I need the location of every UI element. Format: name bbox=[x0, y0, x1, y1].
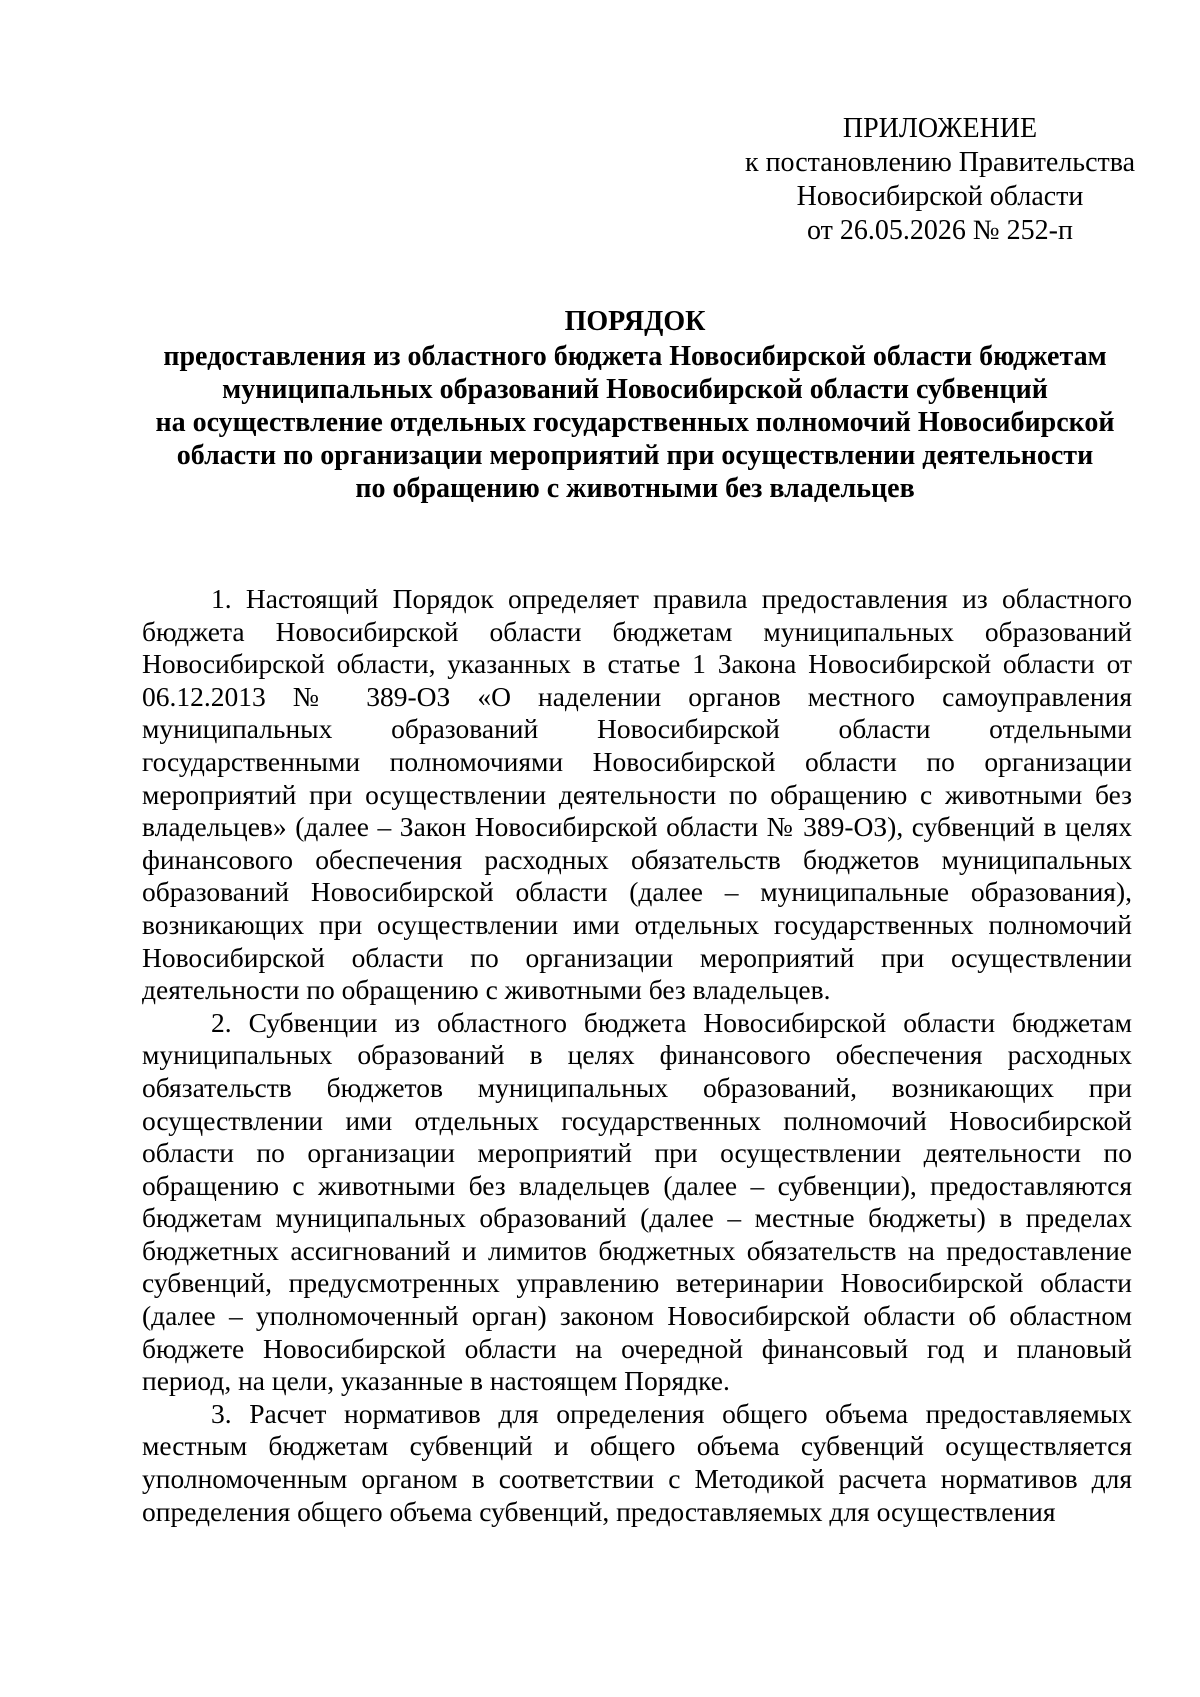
document-title: ПОРЯДОК bbox=[564, 306, 706, 337]
appendix-block bbox=[730, 112, 1150, 248]
subtitle-line: предоставления из областного бюджета Новосибирской области бюджетам bbox=[163, 341, 1107, 372]
document-body bbox=[142, 583, 1132, 1528]
appendix-title: ПРИЛОЖЕНИЕ bbox=[842, 113, 1038, 144]
document-heading bbox=[140, 305, 1130, 505]
paragraph-2: 2. Субвенции из областного бюджета Новосибирской области бюджетам муниципальных образований в целях финансового обеспечения расходных обязательств бюджетов муниципальных образований, возникающих при осуществлении ими отдельных государственных полномочий Новосибирской области по организации мероприятий при осуществлении деятельности по обращению с животными без владельцев (далее – субвенции), предоставляются бюджетам муниципальных образований (далее – местные бюджеты) в пределах бюджетных ассигнований и лимитов бюджетных обязательств на предоставление субвенций, предусмотренных управлению ветеринарии Новосибирской области (далее – уполномоченный орган) законом Новосибирской области об областном бюджете Новосибирской области на очередной финансовый год и плановый период, на цели, указанные в настоящем Порядке. bbox=[142, 1006, 1132, 1397]
appendix-date-number-line: от 26.05.2026 № 252-п bbox=[807, 215, 1073, 246]
document-subtitle bbox=[140, 340, 1130, 505]
subtitle-line: на осуществление отдельных государственных полномочий Новосибирской bbox=[155, 407, 1115, 438]
subtitle-line: муниципальных образований Новосибирской области субвенций bbox=[222, 374, 1048, 405]
subtitle-line: области по организации мероприятий при осуществлении деятельности bbox=[176, 440, 1094, 471]
paragraph-3: 3. Расчет нормативов для определения общего объема предоставляемых местным бюджетам субвенций и общего объема субвенций осуществляется уполномоченным органом в соответствии с Методикой расчета нормативов для определения общего объема субвенций, предоставляемых для осуществления bbox=[142, 1397, 1132, 1527]
subtitle-line: по обращению с животными без владельцев bbox=[355, 473, 915, 504]
appendix-region-line: Новосибирской области bbox=[796, 181, 1084, 212]
appendix-resolution-line: к постановлению Правительства bbox=[744, 147, 1136, 178]
paragraph-1: 1. Настоящий Порядок определяет правила предоставления из областного бюджета Новосибирской области бюджетам муниципальных образований Новосибирской области, указанных в статье 1 Закона Новосибирской области от 06.12.2013 № 389-ОЗ «О наделении органов местного самоуправления муниципальных образований Новосибирской области отдельными государственными полномочиями Новосибирской области по организации мероприятий при осуществлении деятельности по обращению с животными без владельцев» (далее – Закон Новосибирской области № 389-ОЗ), субвенций в целях финансового обеспечения расходных обязательств бюджетов муниципальных образований Новосибирской области (далее – муниципальные образования), возникающих при осуществлении ими отдельных государственных полномочий Новосибирской области по организации мероприятий при осуществлении деятельности по обращению с животными без владельцев. bbox=[142, 583, 1132, 1006]
